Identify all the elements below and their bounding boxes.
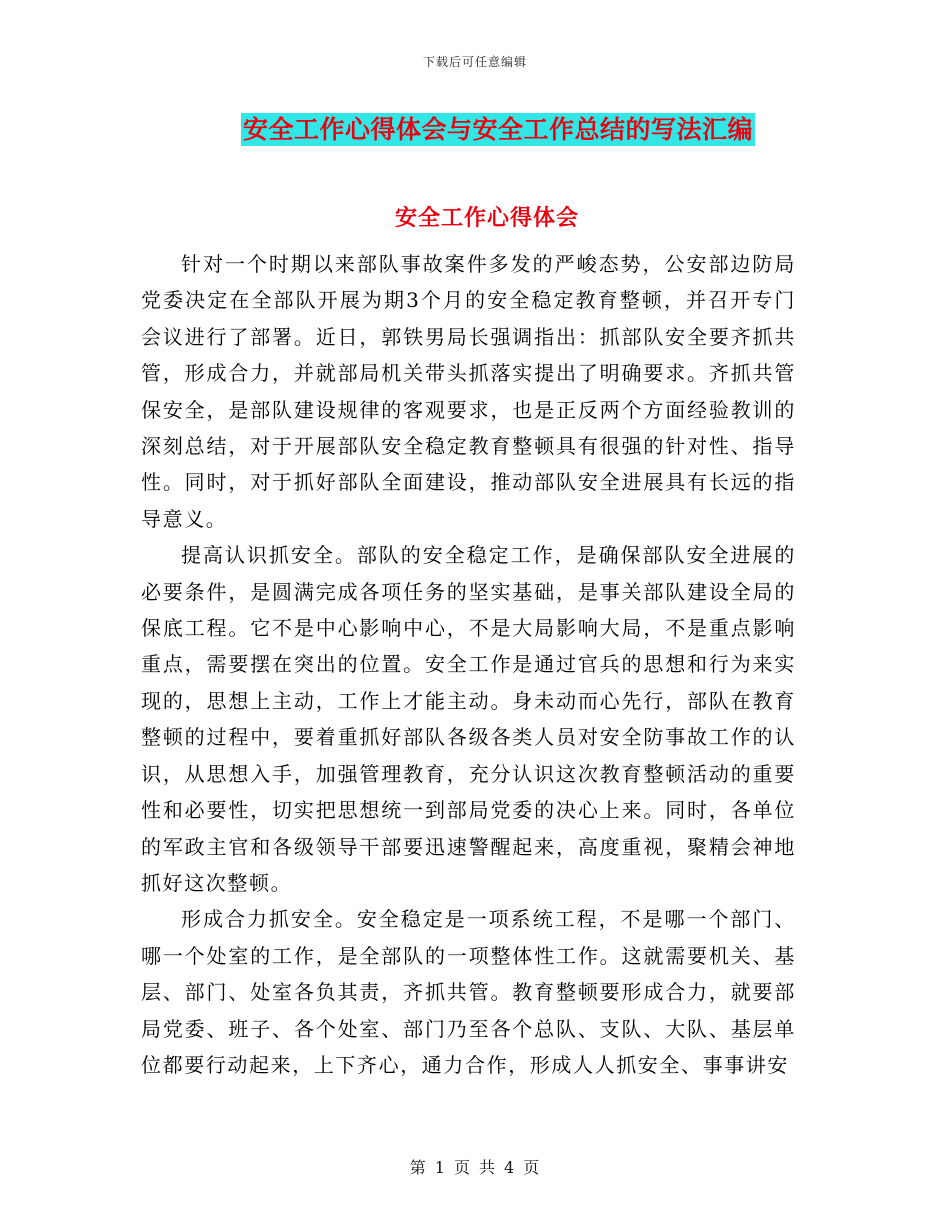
current-page-number: 1 xyxy=(434,1158,446,1177)
total-prefix: 共 xyxy=(479,1158,497,1177)
page-label: 页 xyxy=(453,1158,471,1177)
section-title: 安全工作心得体会 xyxy=(394,205,579,231)
page-prefix: 第 xyxy=(409,1158,427,1177)
main-title-container xyxy=(0,113,950,146)
paragraph-3: 形成合力抓安全。安全稳定是一项系统工程，不是哪一个部门、哪一个处室的工作，是全部队的一项整体性工作。这就需要机关、基层、部门、处室各负其责，齐抓共管。教育整顿要形成合力，就要部局党委、班子、各个处室、部门乃至各个总队、支队、大队、基层单位都要行动起来，上下齐心，通力合作，形成人人抓安全、事事讲安 xyxy=(141,907,796,1077)
main-title: 安全工作心得体会与安全工作总结的写法汇编 xyxy=(242,115,753,144)
paragraph-1: 针对一个时期以来部队事故案件多发的严峻态势，公安部边防局党委决定在全部队开展为期3个月的安全稳定教育整顿，并召开专门会议进行了部署。近日，郭铁男局长强调指出：抓部队安全要齐抓共管，形成合力，并就部局机关带头抓落实提出了明确要求。齐抓共管保安全，是部队建设规律的客观要求，也是正反两个方面经验教训的深刻总结，对于开展部队安全稳定教育整顿具有很强的针对性、指导性。同时，对于抓好部队全面建设，推动部队安全进展具有长远的指导意义。 xyxy=(141,252,796,531)
paragraph-2: 提高认识抓安全。部队的安全稳定工作，是确保部队安全进展的必要条件，是圆满完成各项任务的坚实基础，是事关部队建设全局的保底工程。它不是中心影响中心，不是大局影响大局，不是重点影响重点，需要摆在突出的位置。安全工作是通过官兵的思想和行为来实现的，思想上主动，工作上才能主动。身未动而心先行，部队在教育整顿的过程中，要着重抓好部队各级各类人员对安全防事故工作的认识，从思想入手，加强管理教育，充分认识这次教育整顿活动的重要性和必要性，切实把思想统一到部局党委的决心上来。同时，各单位的军政主官和各级领导干部要迅速警醒起来，高度重视，聚精会神地抓好这次整顿。 xyxy=(141,543,796,895)
page-number-footer xyxy=(0,1155,950,1178)
document-body xyxy=(141,246,796,1083)
page-suffix: 页 xyxy=(523,1158,541,1177)
header-note: 下载后可任意编辑 xyxy=(422,55,527,69)
total-page-number: 4 xyxy=(504,1158,516,1177)
